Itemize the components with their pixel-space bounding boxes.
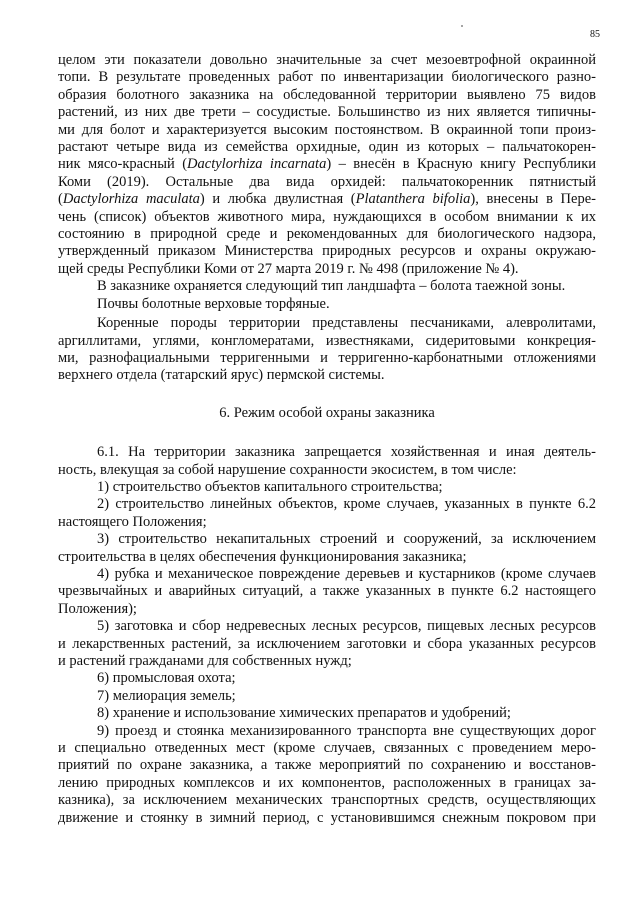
text-line: щей среды Республики Коми от 27 марта 2019 г. № 498 (приложение № 4). <box>58 260 519 277</box>
text-line: и лекарственных растений, за исключением заготовки и сбора указанных ресурсов <box>58 635 596 652</box>
text-line: растают четыре вида из семейства орхидные, один из которых – пальчатокорен- <box>58 139 596 156</box>
text-line: Коми (2019). Остальные два вида орхидей: пальчатокоренник пятнистый <box>58 173 596 190</box>
list-item-1 <box>58 479 596 496</box>
text-line: движение и стоянку в зимний период, с установившимся снежным покровом при <box>58 809 596 826</box>
document-body <box>58 52 596 827</box>
text-line: и растений гражданами для собственных нужд; <box>58 653 352 669</box>
text-line: образия болотного заказника на обследованной территории выявлено 75 видов <box>58 86 596 103</box>
text-line: чрезвычайных и аварийных ситуаций, а также указанных в пункте 6.2 настоящего <box>58 583 596 600</box>
text-line: целом эти показатели довольно значительные за счет мезоевтрофной окраинной <box>58 52 596 68</box>
clause-6-1 <box>58 444 596 479</box>
text-line: 5) заготовка и сбор недревесных лесных ресурсов, пищевых лесных ресурсов <box>97 618 596 635</box>
list-item-6 <box>58 670 596 687</box>
text-line: строительства в целях обеспечения функционирования заказника; <box>58 548 467 565</box>
text-line: верхнего отдела (татарский ярус) пермской системы. <box>58 367 385 384</box>
text-line: топи. В результате проведенных работ по инвентаризации биологического разно- <box>58 69 596 86</box>
text-line: Почвы болотные верховые торфяные. <box>97 295 330 312</box>
text-line: ми, разнофациальными терригенными и терригенно-карбонатными отложениями <box>58 349 596 366</box>
text-line: В заказнике охраняется следующий тип ландшафта – болота таежной зоны. <box>97 278 566 295</box>
list-item-9 <box>58 723 596 827</box>
list-item-5 <box>58 618 596 670</box>
text-line: 9) проезд и стоянка механизированного транспорта вне существующих дорог <box>97 722 596 739</box>
text-line: 3) строительство некапитальных строений и сооружений, за исключением <box>97 531 596 548</box>
text-line: состоянию в природной среде и рекомендованных для биологического надзора, <box>58 226 596 243</box>
list-item-7 <box>58 688 596 705</box>
text-line: ность, влекущая за собой нарушение сохранности экосистем, в том числе: <box>58 461 517 478</box>
species-name: Dactylorhiza incarnata <box>187 156 327 173</box>
list-item-2 <box>58 496 596 531</box>
text-line: утвержденный приказом Министерства природных ресурсов и охраны окружаю- <box>58 243 596 260</box>
species-name: Dactylorhiza maculata <box>62 191 200 208</box>
text-line: аргиллитами, углями, конгломератами, известняками, сидеритовыми конкреция- <box>58 332 596 349</box>
text-line: приятий по охране заказника, а также мероприятий по сохранению и восстанов- <box>58 757 596 774</box>
section-heading: 6. Режим особой охраны заказника <box>219 404 435 421</box>
paragraph-landscape <box>58 278 596 295</box>
text-line: 6.1. На территории заказника запрещается хозяйственная и иная деятель- <box>97 444 596 461</box>
text-line: ми для болот и характеризуется высоким постоянством. В окраинной топи произ- <box>58 121 596 138</box>
paragraph-survey-results <box>58 52 596 278</box>
text-line: растений, из них две трети – сосудистые. Большинство из них является типичны- <box>58 104 596 121</box>
list-item-3 <box>58 531 596 566</box>
list-item-4 <box>58 566 596 618</box>
text-line: 6) промысловая охота; <box>97 670 236 687</box>
text-line: 2) строительство линейных объектов, кроме случаев, указанных в пункте 6.2 <box>97 496 596 513</box>
text-line: лению природных комплексов и их компонентов, расположенных в границах за- <box>58 774 596 791</box>
text-line: ник мясо-красный (Dactylorhiza incarnata) – внесён в Красную книгу Республики <box>58 156 596 173</box>
text-line: казника), за исключением механических транспортных средств, осуществляющих <box>58 792 596 809</box>
page-number: 85 <box>590 29 600 40</box>
text-line: 1) строительство объектов капитального строительства; <box>97 478 443 495</box>
text-line: и специально отведенных мест (кроме случаев, связанных с проведением меро- <box>58 740 596 757</box>
scan-speck <box>461 25 463 27</box>
text-line: 4) рубка и механическое повреждение деревьев и кустарников (кроме случаев <box>97 565 596 582</box>
text-line: (Dactylorhiza maculata) и любка двулистная (Platanthera bifolia), внесены в Пере- <box>58 191 596 208</box>
text-line: чень (список) объектов животного мира, нуждающихся в особом внимании к их <box>58 208 596 225</box>
paragraph-soils <box>58 296 596 313</box>
text-line: 7) мелиорация земель; <box>97 687 236 704</box>
text-line: настоящего Положения; <box>58 513 207 530</box>
text-line: Положения); <box>58 600 137 617</box>
paragraph-bedrock <box>58 315 596 385</box>
text-line: Коренные породы территории представлены песчаниками, алевролитами, <box>97 315 596 332</box>
text-line: 8) хранение и использование химических препаратов и удобрений; <box>97 705 511 722</box>
list-item-8 <box>58 705 596 722</box>
species-name: Platanthera bifolia <box>355 191 471 208</box>
